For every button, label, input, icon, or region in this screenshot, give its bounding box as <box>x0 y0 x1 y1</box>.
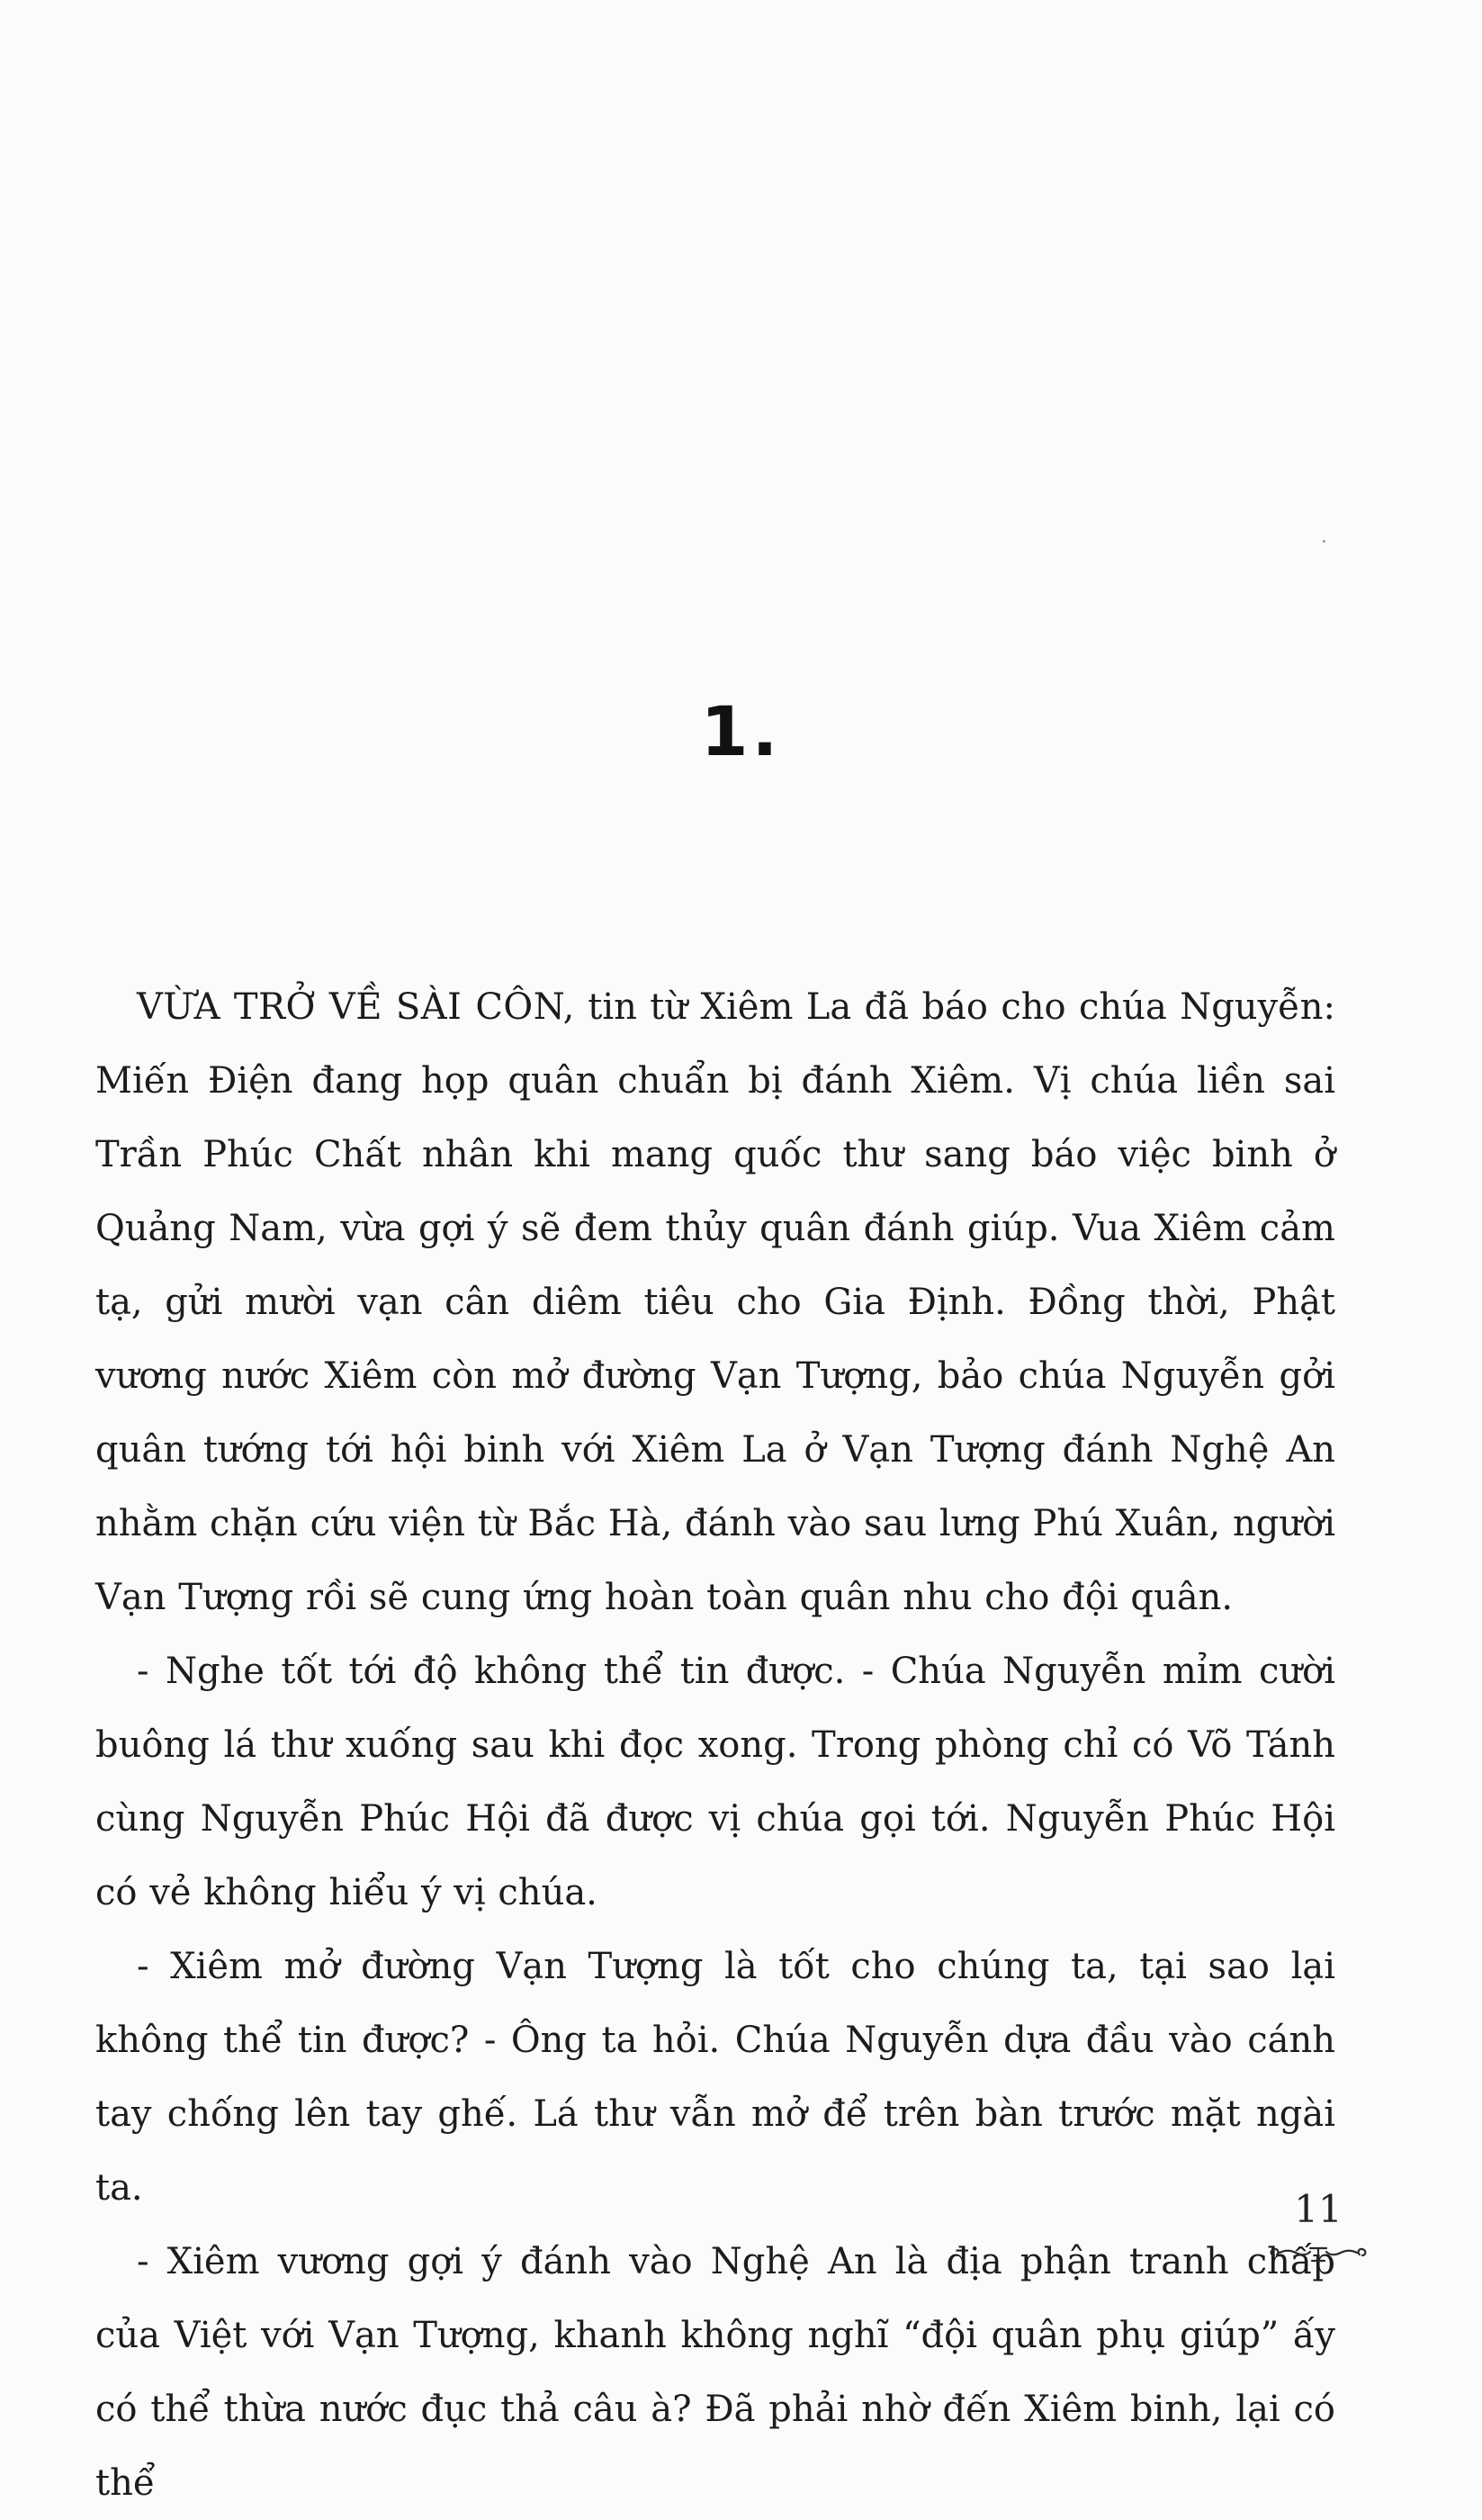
opening-words: VỪA TRỞ VỀ SÀI CÔN, <box>137 986 575 1028</box>
paper-speck <box>1323 540 1325 543</box>
scroll-ornament-icon <box>1267 2239 1370 2266</box>
paragraph-4 <box>95 2225 1335 2520</box>
paragraph-2 <box>95 1634 1335 1930</box>
chapter-body <box>95 970 1335 2520</box>
paragraph-text: tin từ Xiêm La đã báo cho chúa Nguyễn: Miến Điện đang họp quân chuẩn bị đánh Xiêm. Vị chúa liền sai Trần Phúc Chất nhân khi mang quốc thư sang báo việc binh ở Quảng Nam, vừa gợi ý sẽ đem thủy quân đánh giúp. Vua Xiêm cảm tạ, gửi mười vạn cân diêm tiêu cho Gia Định. Đồng thời, Phật vương nước Xiêm còn mở đường Vạn Tượng, bảo chúa Nguyễn gởi quân tướng tới hội binh với Xiêm La ở Vạn Tượng đánh Nghệ An nhằm chặn cứu viện từ Bắc Hà, đánh vào sau lưng Phú Xuân, người Vạn Tượng rồi sẽ cung ứng hoàn toàn quân nhu cho đội quân. <box>95 986 1336 1618</box>
chapter-number: 1. <box>700 691 782 771</box>
page-number: 11 <box>1294 2187 1343 2231</box>
paragraph-1 <box>95 970 1335 1634</box>
paragraph-text: - Nghe tốt tới độ không thể tin được. - Chúa Nguyễn mỉm cười buông lá thư xuống sau khi đọc xong. Trong phòng chỉ có Võ Tánh cùng Nguyễn Phúc Hội đã được vị chúa gọi tới. Nguyễn Phúc Hội có vẻ không hiểu ý vị chúa. <box>95 1651 1335 1913</box>
paragraph-text: - Xiêm vương gợi ý đánh vào Nghệ An là địa phận tranh chấp của Việt với Vạn Tượng, khanh không nghĩ “đội quân phụ giúp” ấy có thể thừa nước đục thả câu à? Đã phải nhờ đến Xiêm binh, lại có thể <box>95 2241 1335 2504</box>
paragraph-text: - Xiêm mở đường Vạn Tượng là tốt cho chúng ta, tại sao lại không thể tin được? - Ông ta hỏi. Chúa Nguyễn dựa đầu vào cánh tay chống lên tay ghế. Lá thư vẫn mở để trên bàn trước mặt ngài ta. <box>95 1946 1335 2209</box>
paragraph-3 <box>95 1930 1335 2225</box>
